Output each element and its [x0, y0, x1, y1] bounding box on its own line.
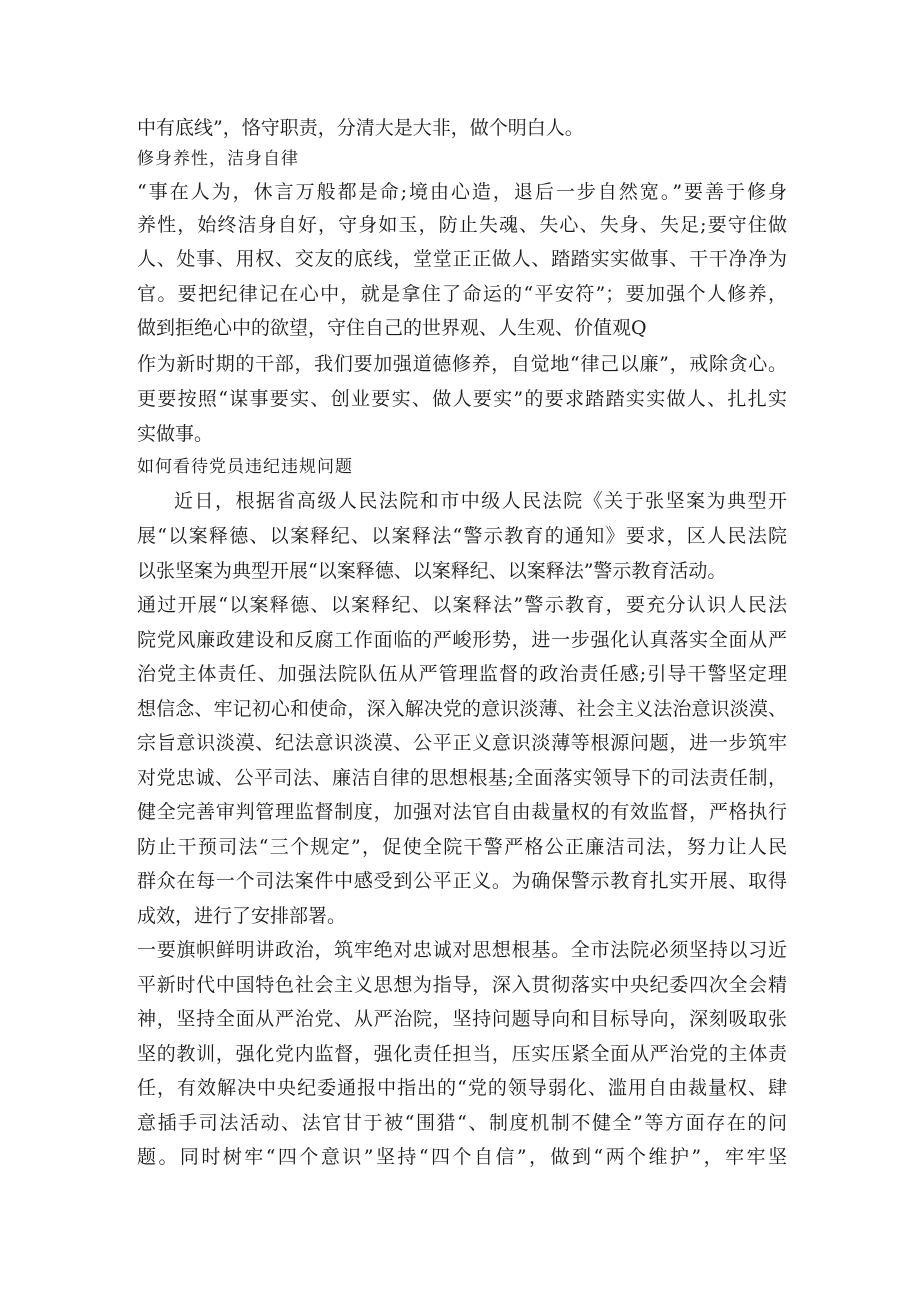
text-line: 养性，始终洁身自好，守身如玉，防止失魂、失心、失身、失足;要守住做: [137, 214, 787, 236]
text-line: 健全完善审判管理监督制度，加强对法官自由裁量权的有效监督，严格执行: [137, 801, 787, 823]
text-line: 对党忠诚、公平司法、廉洁自律的思想根基;全面落实领导下的司法责任制，: [137, 767, 787, 789]
text-line: 通过开展“以案释德、以案释纪、以案释法”警示教育，要充分认识人民法: [137, 594, 787, 616]
text-line: “事在人为，休言万般都是命;境由心造，退后一步自然宽。”要善于修身: [137, 181, 787, 203]
section-heading: 如何看待党员违纪违规问题: [137, 457, 353, 477]
text-line: 作为新时期的干部，我们要加强道德修养，自觉地“律己以廉”，戒除贪心。: [137, 353, 787, 375]
text-line: 意插手司法活动、法官甘于被“围猎“、制度机制不健全”等方面存在的问: [137, 1112, 787, 1134]
text-line: 以张坚案为典型开展“以案释德、以案释纪、以案释法”警示教育活动。: [137, 560, 727, 582]
text-line: 治党主体责任、加强法院队伍从严管理监督的政治责任感;引导干警坚定理: [137, 663, 787, 685]
text-line: 中有底线”，恪守职责，分清大是大非，做个明白人。: [137, 117, 584, 139]
text-line: 防止干预司法“三个规定”，促使全院干警严格公正廉洁司法，努力让人民: [137, 836, 787, 858]
text-line: 任，有效解决中央纪委通报中指出的“党的领导弱化、滥用自由裁量权、肆: [137, 1077, 787, 1099]
text-line: 一要旗帜鲜明讲政治，筑牢绝对忠诚对思想根基。全市法院必须坚持以习近: [137, 939, 787, 961]
text-line: 做到拒绝心中的欲望，守住自己的世界观、人生观、价值观Q: [137, 317, 647, 339]
text-line: 人、处事、用权、交友的底线，堂堂正正做人、踏踏实实做事、干干净净为: [137, 248, 787, 270]
text-line: 宗旨意识淡漠、纪法意识淡漠、公平正义意识淡薄等根源问题，进一步筑牢: [137, 732, 787, 754]
text-line: 想信念、牢记初心和使命，深入解决党的意识淡薄、社会主义法治意识淡漠、: [137, 698, 787, 720]
text-line: 实做事。: [137, 423, 214, 445]
text-line: 坚的教训，强化党内监督，强化责任担当，压实压紧全面从严治党的主体责: [137, 1043, 787, 1065]
text-line: 展“以案释德、以案释纪、以案释法“警示教育的通知》要求，区人民法院: [137, 525, 787, 547]
text-line: 院党风廉政建设和反腐工作面临的严峻形势，进一步强化认真落实全面从严: [137, 629, 787, 651]
text-line: 神，坚持全面从严治党、从严治院，坚持问题导向和目标导向，深刻吸取张: [137, 1008, 787, 1030]
text-line: 平新时代中国特色社会主义思想为指导，深入贯彻落实中央纪委四次全会精: [137, 974, 787, 996]
text-line: 官。要把纪律记在心中，就是拿住了命运的“平安符”；要加强个人修养，: [137, 283, 787, 305]
text-line: 群众在每一个司法案件中感受到公平正义。为确保警示教育扎实开展、取得: [137, 870, 787, 892]
text-line: 成效，进行了安排部署。: [137, 905, 347, 927]
section-heading: 修身养性，洁身自律: [137, 149, 299, 169]
text-line: 近日，根据省高级人民法院和市中级人民法院《关于张坚案为典型开: [174, 490, 787, 512]
text-line: 更要按照“谋事要实、创业要实、做人要实”的要求踏踏实实做人、扎扎实: [137, 388, 787, 410]
text-line: 题。同时树牢“四个意识”坚持“四个自信”，做到“两个维护”，牢牢坚: [137, 1146, 787, 1168]
